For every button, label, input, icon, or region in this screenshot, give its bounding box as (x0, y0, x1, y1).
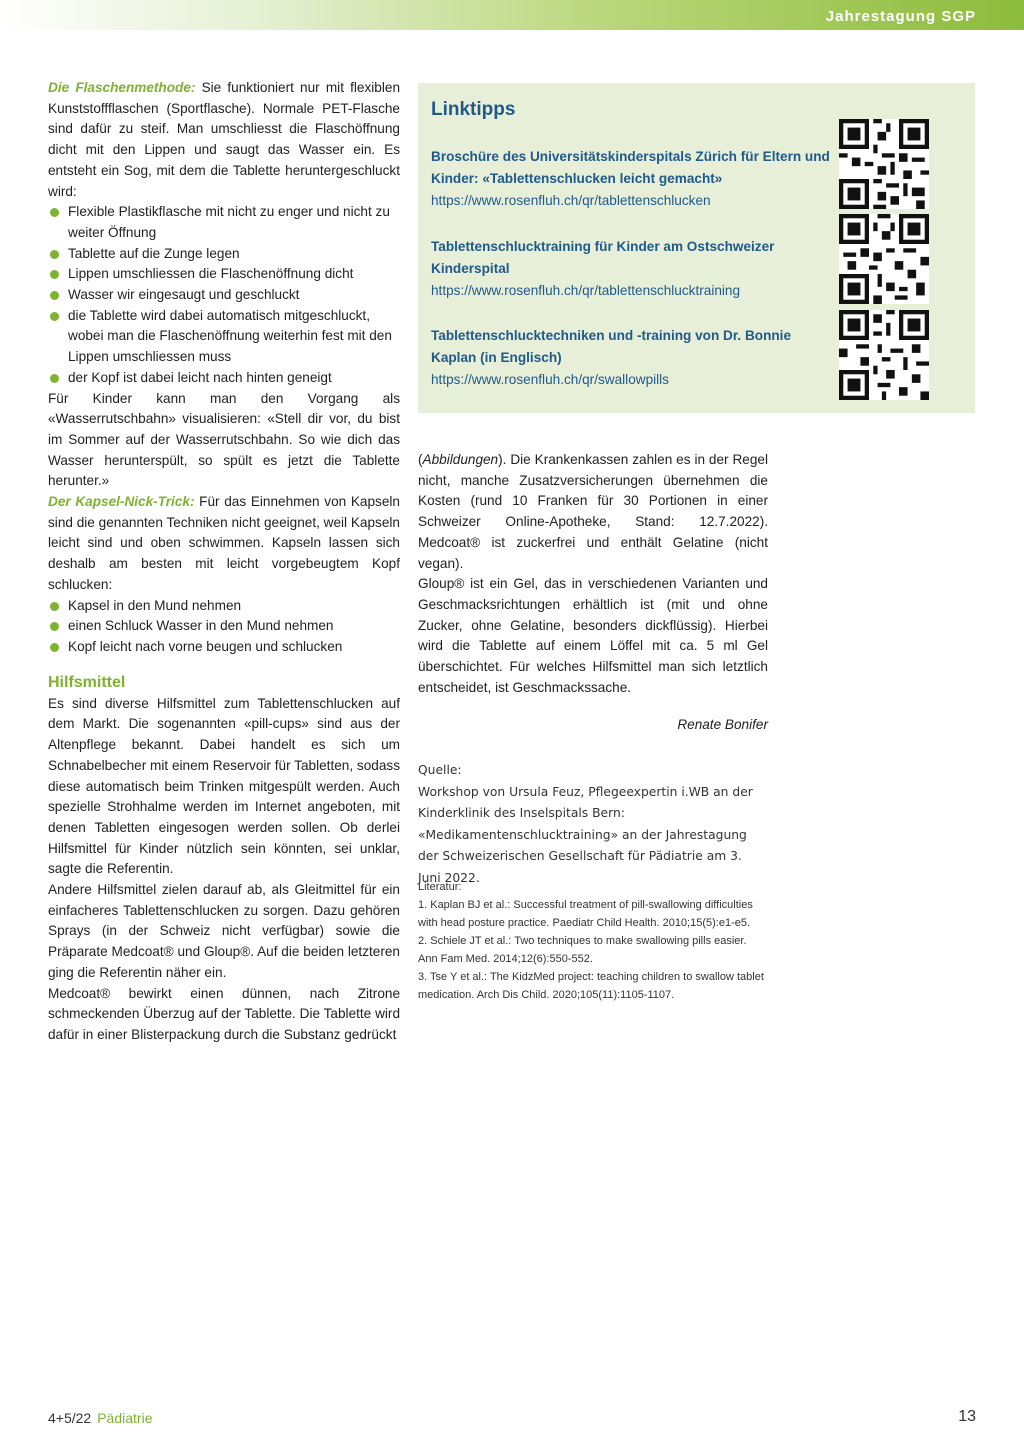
lead-kapsel: Der Kapsel-Nick-Trick: (48, 494, 195, 510)
header-title: Jahrestagung SGP (825, 8, 976, 25)
qr-code-icon[interactable] (839, 119, 929, 209)
linktipp-title: Tablettenschlucktechniken und -training von Dr. Bonnie Kaplan (in Englisch) (431, 328, 792, 365)
list-item: einen Schluck Wasser in den Mund nehmen (48, 616, 400, 637)
source-label: Quelle: (418, 763, 462, 777)
list-item: die Tablette wird dabei automatisch mitgeschluckt, wobei man die Flaschenöffnung weiterhin fest mit den Lippen umschliessen muss (48, 306, 400, 368)
list-item: Tablette auf die Zunge legen (48, 244, 400, 265)
linktipp-item (431, 236, 831, 302)
paragraph-gloup: Gloup® ist ein Gel, das in verschiedenen Varianten und Geschmacksrichtungen erhältlich ist (mit und ohne Zucker, ohne Gelatine, besonders dickflüssig). Hierbei wird die Tablette auf einem Löffel mit ca. 5 ml Gel überschichtet. Für welches Hilfsmittel man sich letztlich entscheidet, ist Geschmackssache. (418, 576, 768, 695)
paragraph-wasserrutschbahn: Für Kinder kann man den Vorgang als «Wasserrutschbahn» visualisieren: «Stell dir vor, du bist im Sommer auf der Wasserrutschbahn. So wie dich das Wasser herunterspült, so spült es jetzt die Tablette herunter.» (48, 390, 400, 489)
literature-block (418, 878, 768, 1004)
right-column (418, 450, 768, 736)
linktipp-title: Broschüre des Universitätskinderspitals Zürich für Eltern und Kinder: «Tablettenschlucken leicht gemacht» (431, 149, 830, 186)
qr-code-icon[interactable] (839, 310, 929, 400)
linktipp-url[interactable]: https://www.rosenfluh.ch/qr/tablettenschlucktraining (431, 283, 741, 298)
linktipp-title: Tablettenschlucktraining für Kinder am Ostschweizer Kinderspital (431, 239, 775, 276)
author-name: Renate Bonifer (677, 717, 768, 733)
linktipp-item (431, 146, 831, 212)
linktipps-title: Linktipps (431, 99, 516, 120)
paragraph-medcoat: Medcoat® bewirkt einen dünnen, nach Zitrone schmeckenden Überzug auf der Tablette. Die Tablette wird dafür in einer Blisterpackung durch die Substanz gedrückt (48, 985, 400, 1042)
source-text: Workshop von Ursula Feuz, Pflegeexpertin i.WB an der Kinderklinik des Inselspitals Bern: «Medikamentenschlucktraining» an der Jahrestagung der Schweizerischen Gesellschaft für Pädiatrie am 3. Juni 2022. (418, 784, 753, 885)
linktipps-box (418, 83, 975, 413)
paragraph-medcoat-cont: (Abbildungen). Die Krankenkassen zahlen es in der Regel nicht, manche Zusatzversicherungen übernehmen die Kosten (rund 10 Franken für 30 Portionen in einer Schweizer Online-Apotheke, Stand: 12.7.2022). Medcoat® ist zuckerfrei und enthält Gelatine (nicht vegan). (418, 452, 768, 571)
paragraph-gleitmittel: Andere Hilfsmittel zielen darauf ab, als Gleitmittel für ein einfacheres Tablettenschlucken zu sorgen. Dazu gehören Sprays (in der Schweiz nicht verfügbar) sowie die Präparate Medcoat® und Gloup®. Auf die beiden letzteren ging die Referentin näher ein. (48, 882, 400, 980)
list-item: Flexible Plastikflasche mit nicht zu enger und nicht zu weiter Öffnung (48, 202, 400, 243)
literature-item: 3. Tse Y et al.: The KidzMed project: teaching children to swallow tablet medication. Arch Dis Child. 2020;105(11):1105-1107. (418, 971, 764, 1001)
page-number: 13 (958, 1408, 976, 1425)
footer-issue (48, 1410, 152, 1426)
list-item: Wasser wir eingesaugt und geschluckt (48, 285, 400, 306)
paragraph-text: ). Die Krankenkassen zahlen es in der Regel nicht, manche Zusatzversicherungen übernehmen die Kosten (rund 10 Franken für 30 Portionen in einer Schweizer Online-Apotheke, Stand: 12.7.2022). Medcoat® ist zuckerfrei und enthält Gelatine (nicht vegan). (418, 452, 768, 571)
issue-number: 4+5/22 (48, 1410, 92, 1426)
paragraph-text: Für das Einnehmen von Kapseln sind die genannten Techniken nicht geeignet, weil Kapseln leicht sind und oben schwimmen. Kapseln lassen sich deshalb am besten mit leicht vorgebeugtem Kopf schlucken: (48, 494, 400, 592)
source-block (418, 760, 768, 889)
magazine-name: Pädiatrie (97, 1410, 153, 1426)
left-column (48, 78, 400, 1046)
list-item: Kapsel in den Mund nehmen (48, 596, 400, 617)
list-item: der Kopf ist dabei leicht nach hinten geneigt (48, 368, 400, 389)
bullet-list-capsule (48, 596, 400, 658)
figure-reference: Abbildungen (422, 452, 499, 467)
header-bar (0, 0, 1024, 30)
paragraph-hilfsmittel: Es sind diverse Hilfsmittel zum Tablettenschlucken auf dem Markt. Die sogenannten «pill-cups» sind aus der Altenpflege bekannt. Dabei handelt es sich um Schnabelbecher mit einem Reservoir für Tabletten, sodass diese automatisch beim Trinken mitgespült werden. Auch spezielle Strohhalme werden im Internet angeboten, mit denen Tabletten eingesogen werden sollen. Ob derlei Hilfsmittel für Kinder nützlich sein könnten, sei unklar, sagte die Referentin. (48, 695, 400, 877)
section-heading-hilfsmittel: Hilfsmittel (48, 673, 126, 691)
bullet-list-bottle (48, 202, 400, 388)
paragraph-flaschenmethode (48, 78, 400, 202)
lead-flaschenmethode: Die Flaschenmethode: (48, 80, 196, 95)
list-item: Lippen umschliessen die Flaschenöffnung dicht (48, 264, 400, 285)
paragraph-text: Sie funktioniert nur mit flexiblen Kunststoffflaschen (Sportflasche). Normale PET-Flasche sind dafür zu steif. Man umschliesst die Flaschöffnung dicht mit den Lippen und saugt das Wasser ein. Es entsteht ein Sog, mit dem die Tablette heruntergeschluckt wird: (48, 80, 401, 199)
literature-item: 1. Kaplan BJ et al.: Successful treatment of pill-swallowing difficulties with head posture practice. Paediatr Child Health. 2010;15(5):e1-e5. (418, 899, 753, 929)
literature-label: Literatur: (418, 881, 462, 893)
linktipp-item (431, 325, 831, 391)
linktipp-url[interactable]: https://www.rosenfluh.ch/qr/swallowpills (431, 372, 669, 387)
paragraph-kapsel (48, 492, 400, 596)
linktipp-url[interactable]: https://www.rosenfluh.ch/qr/tablettenschlucken (431, 193, 711, 208)
list-item: Kopf leicht nach vorne beugen und schlucken (48, 637, 400, 658)
literature-item: 2. Schiele JT et al.: Two techniques to make swallowing pills easier. Ann Fam Med. 2014;12(6):550-552. (418, 935, 747, 965)
qr-code-icon[interactable] (839, 214, 929, 304)
